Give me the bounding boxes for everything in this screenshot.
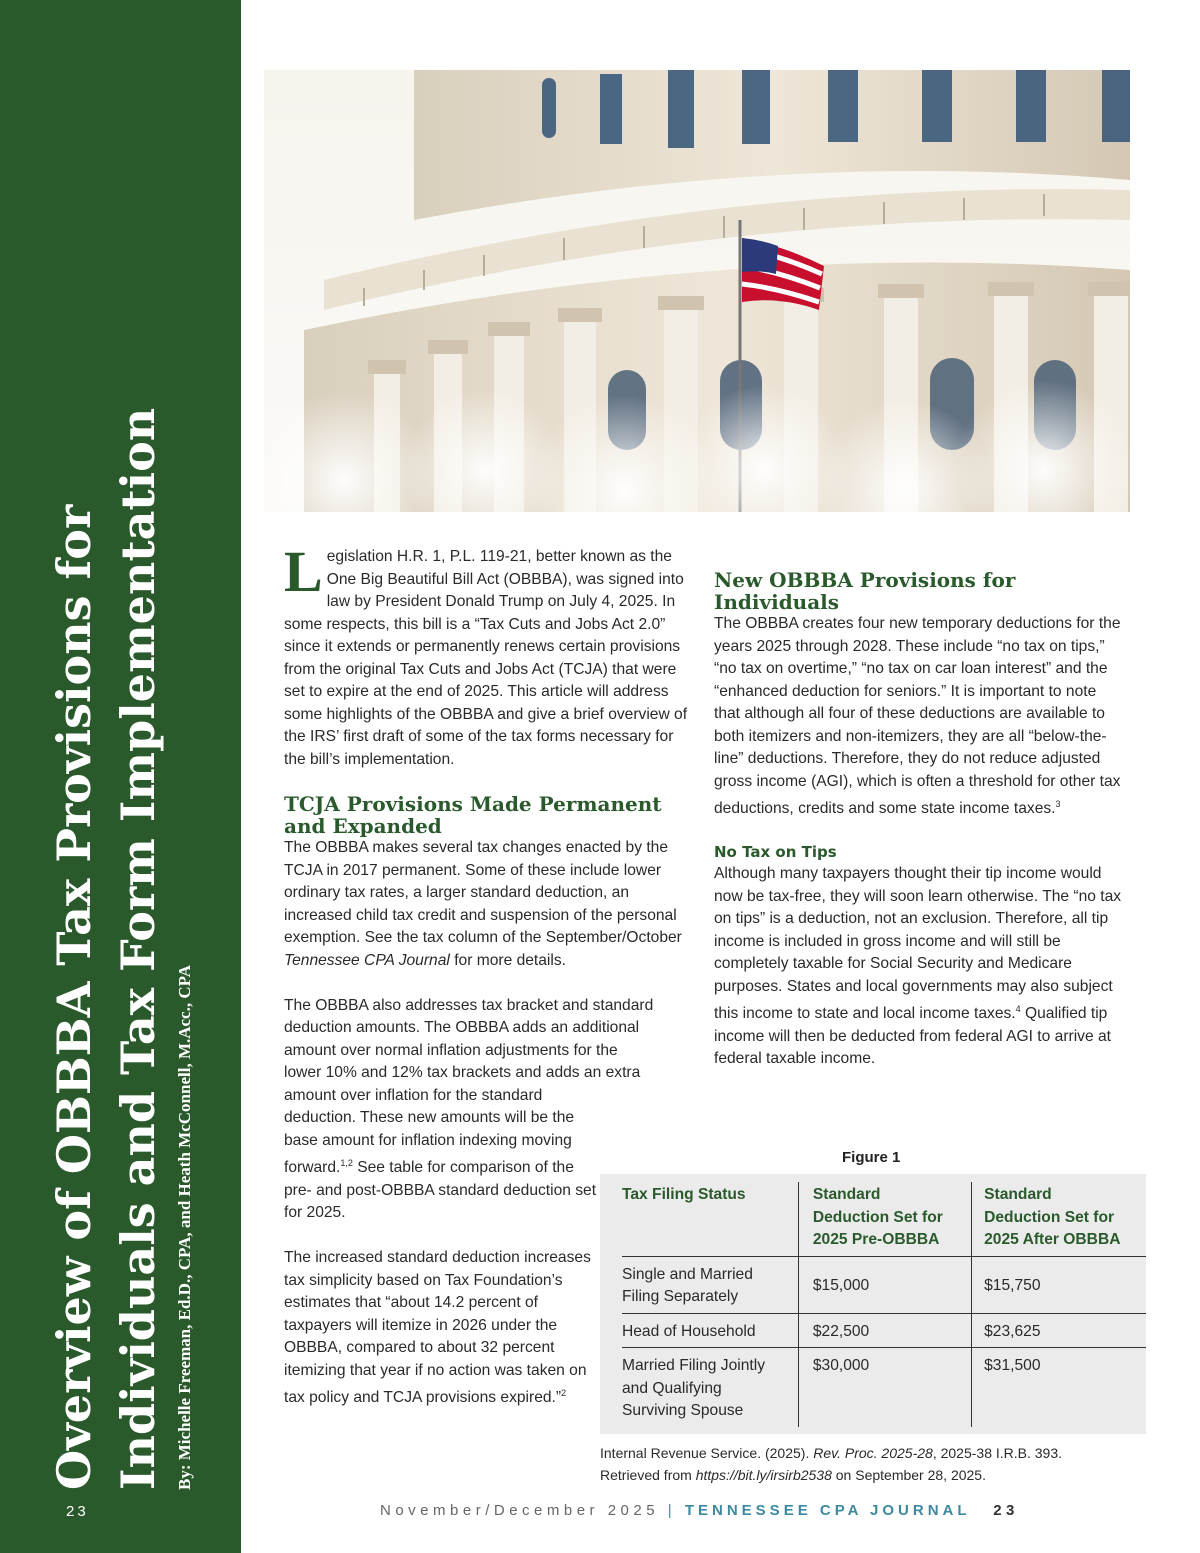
page-number-right: 23 (993, 1502, 1019, 1519)
pre-obbba-cell: $30,000 (798, 1348, 971, 1427)
intro-paragraph: Legislation H.R. 1, P.L. 119-21, better known as the One Big Beautiful Bill Act (OBBBA), was signed into law by President Donald Trump on July 4, 2025. In some respects, this bill is a “Tax Cuts and Jobs Act 2.0” since it extends or permanently renews certain provisions from the original Tax Cuts and Jobs Act (TCJA) that were set to expire at the end of 2025. This article will address some highlights of the OBBBA and give a brief overview of the IRS’ first draft of some of the tax forms necessary for the bill’s implementation. (284, 539, 688, 768)
source-line-1: Internal Revenue Service. (2025). Rev. Proc. 2025-28, 2025-38 I.R.B. 393. (600, 1445, 1063, 1461)
byline: By: Michelle Freeman, Ed.D., CPA, and Heath McConnell, M.Acc., CPA (175, 964, 194, 1490)
after-obbba-cell: $31,500 (972, 1348, 1146, 1427)
filing-status-cell: Married Filing Jointly and Qualifying Surviving Spouse (622, 1357, 765, 1419)
new-provisions-paragraph: The OBBBA creates four new temporary deductions for the years 2025 through 2028. These include “no tax on tips,” “no tax on overtime,” “no tax on car loan interest” and the “enhanced deduction for seniors.” It is important to note that although all four of these deductions are available to both itemizers and non-itemizers, they are all “below-the-line” deductions. Therefore, they do not reduce adjusted gross income (AGI), which is often a threshold for other tax deductions, credits and some state income taxes.$^3$ (714, 615, 1121, 818)
page-footer (380, 1502, 1019, 1519)
tcja-paragraph-2a: The OBBBA also addresses tax bracket and standard deduction amounts. The OBBBA adds an additional amount over normal inflation adjustments for the lower 10% and 12% tax brackets and adds an extra amount over inflation for the standard (284, 996, 654, 1104)
pre-obbba-cell: $15,000 (798, 1256, 971, 1313)
sidebar (0, 0, 241, 1553)
standard-deduction-table (622, 1182, 1146, 1427)
source-line-2: Retrieved from https://bit.ly/irsirb2538 on September 28, 2025. (600, 1467, 986, 1483)
figure-1-table-box (600, 1174, 1146, 1434)
source-link[interactable]: https://bit.ly/irsirb2538 (695, 1467, 832, 1483)
article-title (42, 350, 198, 1490)
issue-date: November/December 2025 (380, 1502, 660, 1519)
table-header-row (622, 1182, 1146, 1256)
header-pre-obbba: Standard Deduction Set for 2025 Pre-OBBBA (798, 1182, 971, 1256)
journal-name: TENNESSEE CPA JOURNAL (684, 1502, 971, 1519)
after-obbba-cell: $23,625 (972, 1313, 1146, 1348)
new-provisions-heading: New OBBBA Provisions for Individuals (714, 568, 1016, 614)
pre-obbba-cell: $22,500 (798, 1313, 971, 1348)
filing-status-cell: Single and Married Filing Separately (622, 1265, 753, 1305)
tcja-paragraph-3: The increased standard deduction increases tax simplicity based on Tax Foundation’s estimates that “about 14.2 percent of taxpayers will itemize in 2026 under the OBBBA, compared to about 32 percent itemizing that year if no action was taken on tax policy and TCJA provisions expired.”$^2$ (284, 1249, 591, 1407)
after-obbba-cell: $15,750 (972, 1256, 1146, 1313)
page-number-left: 23 (66, 1503, 89, 1520)
table-row (622, 1313, 1146, 1348)
tips-paragraph: Although many taxpayers thought their tip income would now be tax-free, they will soon learn otherwise. The “no tax on tips” is a deduction, not an exclusion. Therefore, all tip income is included in gross income and will still be completely taxable for Social Security and Medicare purposes. States and local governments may also subject this income to state and local income taxes.$^4$ Qualified tip income will then be deducted from federal AGI to arrive at federal taxable income. (714, 865, 1122, 1068)
header-filing-status: Tax Filing Status (622, 1186, 746, 1203)
table-row (622, 1256, 1146, 1313)
footer-separator: | (667, 1502, 677, 1519)
header-after-obbba: Standard Deduction Set for 2025 After OBBBA (972, 1182, 1146, 1256)
table-row (622, 1348, 1146, 1427)
filing-status-cell: Head of Household (622, 1322, 756, 1340)
tcja-paragraph-1: The OBBBA makes several tax changes enacted by the TCJA in 2017 permanent. Some of these include lower ordinary tax rates, a larger standard deduction, an increased child tax credit and suspension of the personal exemption. See the tax column of the September/October Tennessee CPA Journal for more details. (284, 839, 682, 969)
right-column (714, 569, 1124, 1071)
title-line-1: Overview of OBBBA Tax Provisions for (47, 504, 101, 1490)
capitol-photo (264, 70, 1130, 512)
tcja-heading: TCJA Provisions Made Permanent and Expanded (284, 792, 662, 838)
drop-cap: L (284, 539, 323, 604)
no-tax-on-tips-heading: No Tax on Tips (714, 842, 837, 861)
capitol-dome-image (264, 70, 1130, 512)
title-line-2: Individuals and Tax Form Implementation (111, 407, 165, 1490)
figure-title: Figure 1 (842, 1149, 901, 1166)
figure-source (600, 1442, 1062, 1486)
tcja-paragraph-2b: deduction. These new amounts will be the base amount for inflation indexing moving forward.$^{1,2}$ See table for comparison of the pre- and post-OBBBA standard deduction set for 2025. (284, 1109, 597, 1222)
